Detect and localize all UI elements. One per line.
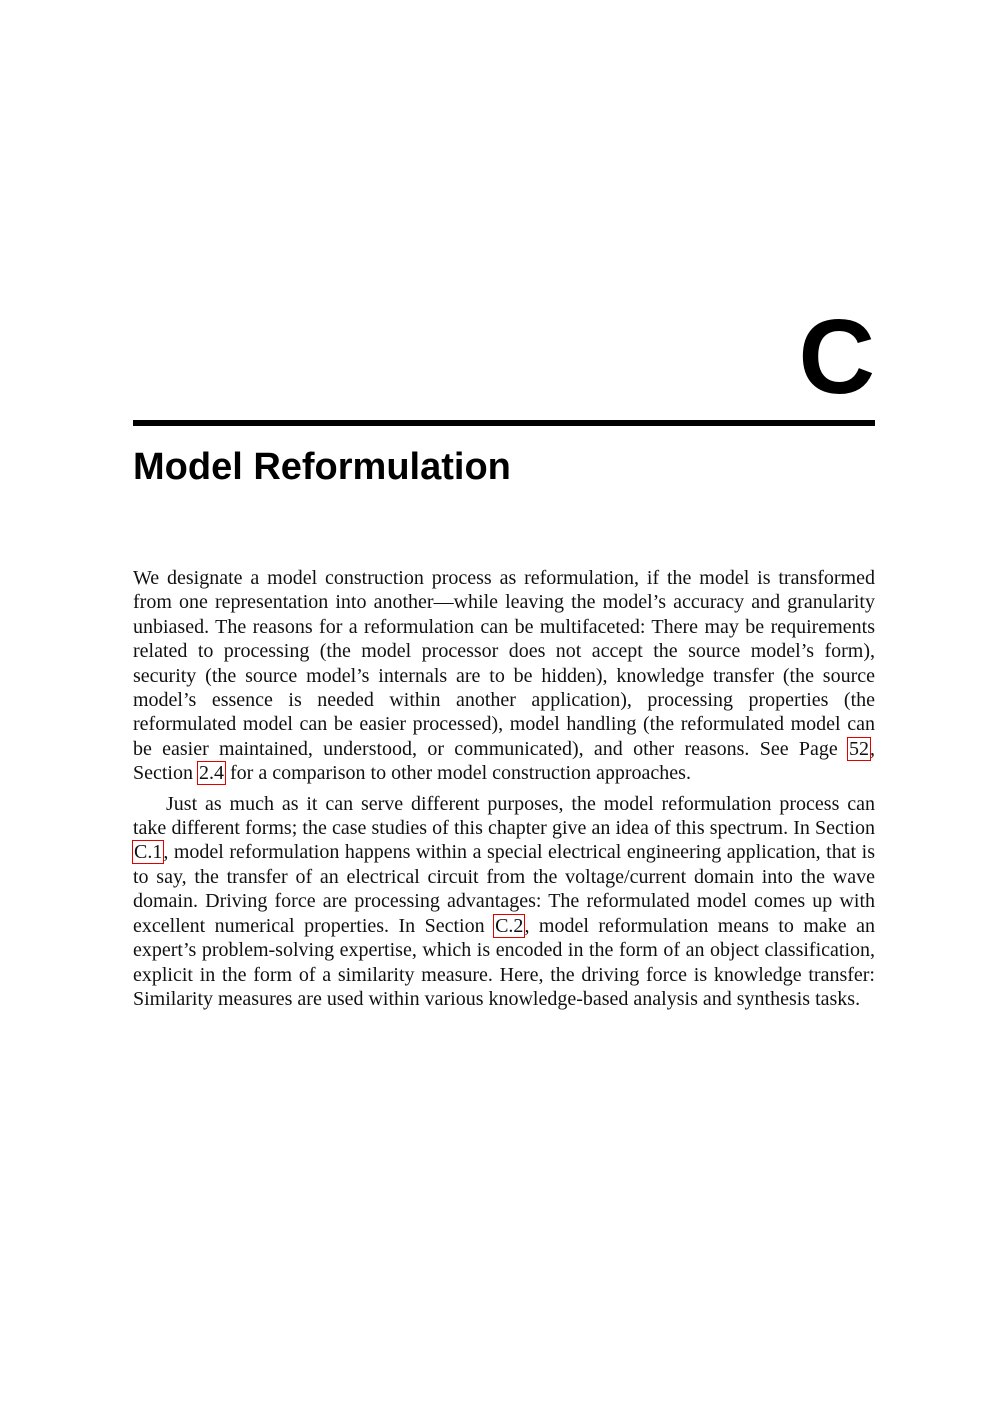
paragraph-text: , Section: [133, 737, 875, 785]
chapter-body: [133, 566, 875, 1017]
page-link-52[interactable]: 52: [849, 737, 869, 760]
chapter-letter: C: [798, 298, 875, 416]
section-link-c-1[interactable]: C.1: [134, 841, 163, 864]
paragraph-purposes: [133, 792, 875, 1012]
paragraph-intro: [133, 566, 875, 786]
paragraph-text: Just as much as it can serve different purposes, the model reformulation process can take different forms; the case studies of this chapter give an idea of this spectrum. In Section: [133, 792, 875, 840]
chapter-title: Model Reformulation: [133, 446, 511, 488]
section-link-2-4[interactable]: 2.4: [199, 762, 224, 785]
paragraph-text: , model reformulation means to make an expert’s problem-solving expertise, which is encoded in the form of an object classification, explicit in the form of a similarity measure. Here, the driving force is knowledge transfer: Similarity measures are used within various knowledge-based analysis and synthesis tasks.: [133, 914, 876, 1010]
chapter-rule: [133, 420, 875, 426]
paragraph-text: We designate a model construction process as reformulation, if the model is transformed from one representation into another—while leaving the model’s accuracy and granularity unbiased. The reasons for a reformulation can be multifaceted: There may be requirements related to processing (the model processor does not accept the source model’s form), security (the source model’s internals are to be hidden), knowledge transfer (the source model’s essence is needed within another application), processing properties (the reformulated model can be easier processed), model handling (the reformulated model can be easier maintained, understood, or communicated), and other reasons. See Page: [133, 567, 875, 760]
paragraph-text: , model reformulation happens within a special electrical engineering application, that is to say, the transfer of an electrical circuit from the voltage/current domain into the wave domain. Driving force are processing advantages: The reformulated model comes up with excellent numerical properties. In Section: [133, 841, 875, 937]
paragraph-text: for a comparison to other model construction approaches.: [225, 762, 691, 785]
section-link-c-2[interactable]: C.2: [495, 914, 524, 937]
